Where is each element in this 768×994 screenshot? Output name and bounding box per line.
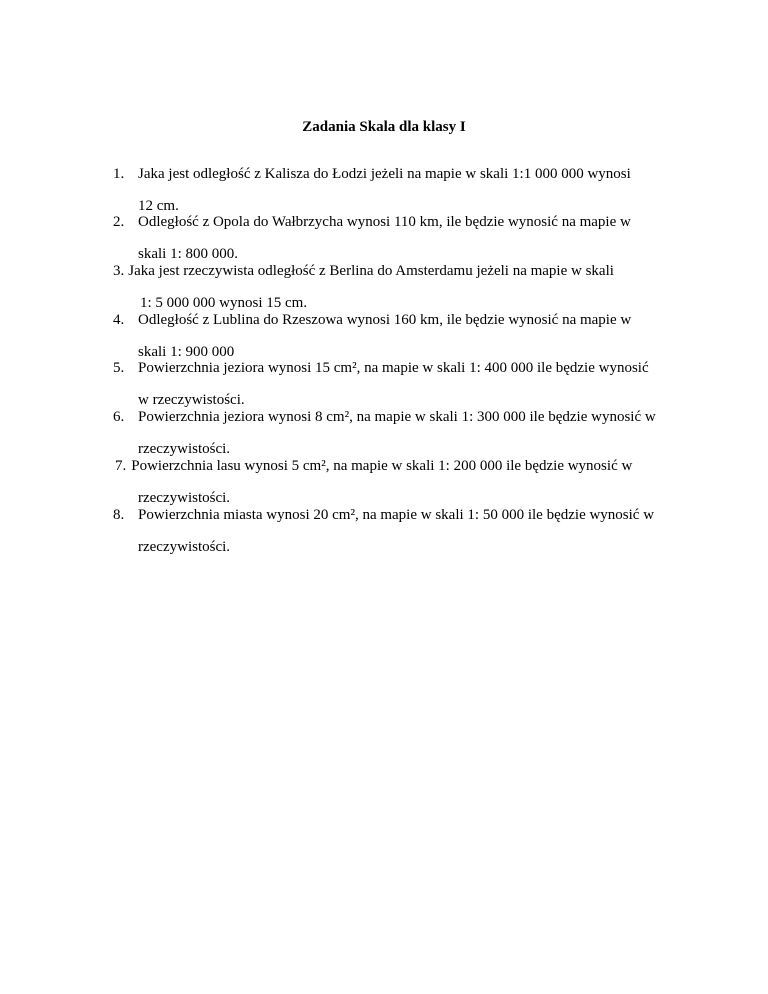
task-number: 1.	[113, 166, 125, 182]
task-first-line	[113, 213, 693, 231]
task-continuation: rzeczywistości.	[138, 490, 231, 506]
task-continuation: skali 1: 900 000	[138, 344, 235, 360]
task-number: 5.	[113, 360, 125, 376]
task-text: Powierzchnia miasta wynosi 20 cm², na mapie w skali 1: 50 000 ile będzie wynosić w	[138, 507, 655, 523]
task-text: Jaka jest odległość z Kalisza do Łodzi jeżeli na mapie w skali 1:1 000 000 wynosi	[138, 166, 631, 182]
task-text: Powierzchnia lasu wynosi 5 cm², na mapie w skali 1: 200 000 ile będzie wynosić w	[131, 458, 633, 474]
task-first-line	[113, 262, 693, 280]
task-continuation: skali 1: 800 000.	[138, 246, 238, 262]
task-number: 3.	[113, 263, 125, 279]
task-item	[113, 165, 693, 215]
task-first-line	[113, 457, 693, 475]
task-item	[113, 359, 693, 409]
task-item	[113, 311, 693, 361]
page-title: Zadania Skala dla klasy I	[302, 119, 466, 135]
task-number: 6.	[113, 409, 125, 425]
task-number: 8.	[113, 507, 125, 523]
task-item	[113, 457, 693, 507]
task-first-line	[113, 165, 693, 183]
task-text: Odległość z Lublina do Rzeszowa wynosi 160 km, ile będzie wynosić na mapie w	[138, 312, 632, 328]
task-first-line	[113, 506, 693, 524]
task-number: 2.	[113, 214, 125, 230]
task-text: Jaka jest rzeczywista odległość z Berlina do Amsterdamu jeżeli na mapie w skali	[128, 263, 614, 279]
task-item	[113, 506, 693, 556]
task-continuation: rzeczywistości.	[138, 441, 231, 457]
task-item	[113, 262, 693, 312]
task-first-line	[113, 408, 693, 426]
task-first-line	[113, 359, 693, 377]
task-text: Powierzchnia jeziora wynosi 8 cm², na mapie w skali 1: 300 000 ile będzie wynosić w	[138, 409, 656, 425]
task-continuation: 1: 5 000 000 wynosi 15 cm.	[140, 295, 308, 311]
task-item	[113, 213, 693, 263]
task-continuation: rzeczywistości.	[138, 539, 231, 555]
task-first-line	[113, 311, 693, 329]
task-number: 4.	[113, 312, 125, 328]
task-item	[113, 408, 693, 458]
task-continuation: w rzeczywistości.	[138, 392, 245, 408]
task-number: 7.	[115, 458, 127, 474]
task-text: Powierzchnia jeziora wynosi 15 cm², na mapie w skali 1: 400 000 ile będzie wynosić	[138, 360, 649, 376]
task-continuation: 12 cm.	[138, 198, 179, 214]
task-text: Odległość z Opola do Wałbrzycha wynosi 110 km, ile będzie wynosić na mapie w	[138, 214, 631, 230]
